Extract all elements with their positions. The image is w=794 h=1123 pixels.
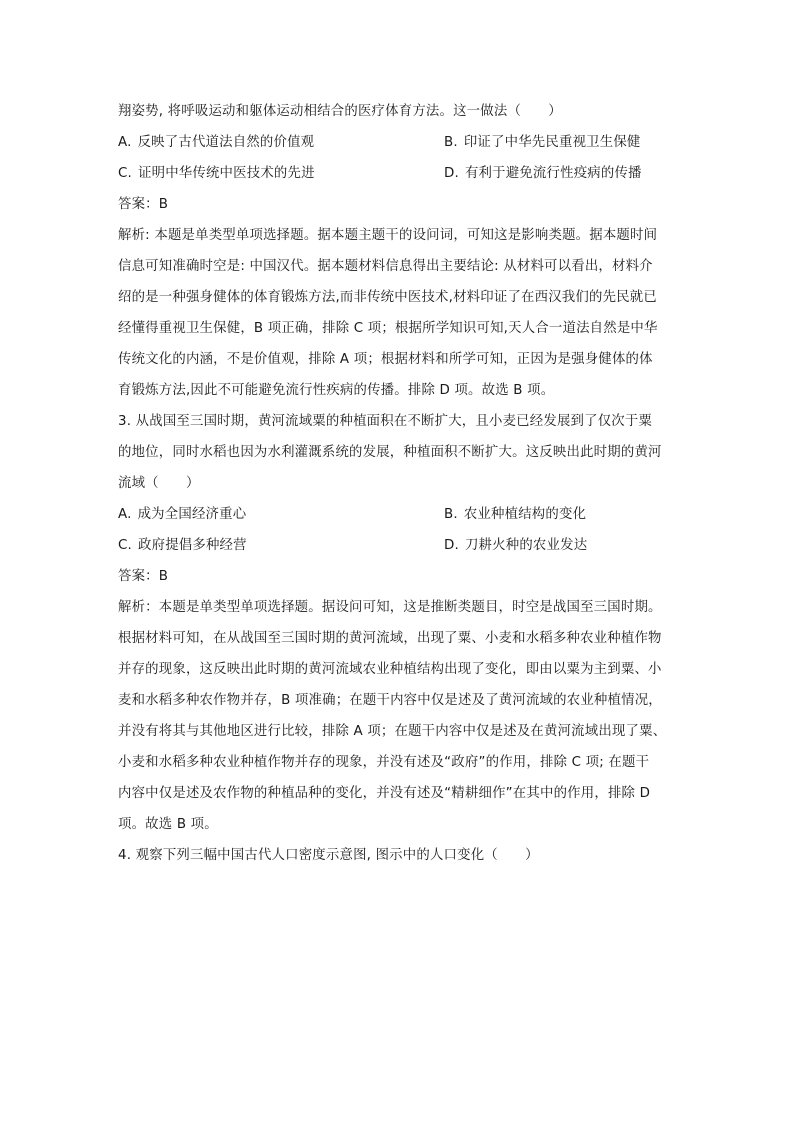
q3-analysis-line: 并没有将其与其他地区进行比较，排除 A 项；在题干内容中仅是述及在黄河流域出现了粟、 xyxy=(118,724,667,739)
q2-stem-tail: 翔姿势, 将呼吸运动和躯体运动相结合的医疗体育方法。这一做法（ ） xyxy=(118,104,562,119)
q2-option-d-letter: D. xyxy=(444,166,459,181)
q3-option-a-letter: A. xyxy=(118,507,132,522)
q3-option-b-letter: B. xyxy=(444,507,458,522)
q2-options-row-2 xyxy=(118,158,678,189)
q3-analysis-line: 内容中仅是述及农作物的种植品种的变化，并没有述及“精耕细作”在其中的作用，排除 D xyxy=(118,786,651,801)
q2-analysis-line: 解析: 本题是单类型单项选择题。据本题主题干的设问词，可知这是影响类题。据本题时间 xyxy=(118,228,658,243)
q2-option-a-letter: A. xyxy=(118,135,132,150)
q3-analysis-line: 并存的现象，这反映出此时期的黄河流域农业种植结构出现了变化，即由以粟为主到粟、小 xyxy=(118,662,662,677)
q3-option-c-letter: C. xyxy=(118,538,133,553)
q2-answer: 答案：B xyxy=(118,197,169,212)
q2-analysis-line: 育锻炼方法,因此不可能避免流行性疾病的传播。排除 D 项。故选 B 项。 xyxy=(118,383,555,398)
q2-option-c-letter: C. xyxy=(118,166,133,181)
q2-option-b-letter: B. xyxy=(444,135,458,150)
q3-option-b-text: 农业种植结构的变化 xyxy=(463,507,587,522)
q2-analysis-line: 信息可知准确时空是: 中国汉代。据本题材料信息得出主要结论: 从材料可以看出，材料介 xyxy=(118,259,653,274)
q2-option-d-text: 有利于避免流行性疫病的传播 xyxy=(464,166,642,181)
q2-option-a-text: 反映了古代道法自然的价值观 xyxy=(137,135,315,150)
q3-option-b[interactable] xyxy=(444,499,586,530)
q2-option-b-text: 印证了中华先民重视卫生保健 xyxy=(463,135,641,150)
q2-option-b[interactable] xyxy=(444,127,641,158)
q3-option-c-text: 政府提倡多种经营 xyxy=(138,538,247,553)
q3-option-a[interactable] xyxy=(118,499,444,530)
q2-option-c[interactable] xyxy=(118,158,444,189)
q2-analysis-line: 绍的是一种强身健体的体育锻炼方法,而非传统中医技术,材料印证了在西汉我们的先民就已 xyxy=(118,290,657,305)
q3-analysis-line: 小麦和水稻多种农业种植作物并存的现象，并没有述及“政府”的作用，排除 C 项; 在题干 xyxy=(118,755,650,770)
q3-option-d-letter: D. xyxy=(444,538,459,553)
q3-analysis-line: 根据材料可知，在从战国至三国时期的黄河流域，出现了粟、小麦和水稻多种农业种植作物 xyxy=(118,631,662,646)
q2-option-d[interactable] xyxy=(444,158,642,189)
q3-analysis-line: 项。故选 B 项。 xyxy=(118,817,218,832)
q3-option-d[interactable] xyxy=(444,530,587,561)
q3-option-d-text: 刀耕火种的农业发达 xyxy=(464,538,588,553)
document-content xyxy=(118,96,678,871)
q2-option-c-text: 证明中华传统中医技术的先进 xyxy=(138,166,315,181)
q2-analysis-line: 经懂得重视卫生保健，B 项正确，排除 C 项；根据所学知识可知,天人合一道法自然是中华 xyxy=(118,321,658,336)
q3-answer: 答案：B xyxy=(118,569,169,584)
q3-stem-line: 的地位，同时水稻也因为水利灌溉系统的发展，种植面积不断扩大。这反映出此时期的黄河 xyxy=(118,445,662,460)
q3-options-row-1 xyxy=(118,499,678,530)
q3-analysis-line: 麦和水稻多种农作物并存，B 项准确；在题干内容中仅是述及了黄河流域的农业种植情况， xyxy=(118,693,662,708)
q3-option-c[interactable] xyxy=(118,530,444,561)
q3-stem-line: 3. 从战国至三国时期，黄河流域粟的种植面积在不断扩大，且小麦已经发展到了仅次于粟 xyxy=(118,414,653,429)
q2-option-a[interactable] xyxy=(118,127,444,158)
q4-stem: 4. 观察下列三幅中国古代人口密度示意图, 图示中的人口变化（ ） xyxy=(118,848,539,863)
q3-option-a-text: 成为全国经济重心 xyxy=(137,507,247,522)
q2-analysis-line: 传统文化的内涵，不是价值观，排除 A 项；根据材料和所学可知，正因为是强身健体的体 xyxy=(118,352,653,367)
q3-analysis-line: 解析：本题是单类型单项选择题。据设问可知，这是推断类题目，时空是战国至三国时期。 xyxy=(118,600,662,615)
q2-options-row-1 xyxy=(118,127,678,158)
q3-options-row-2 xyxy=(118,530,678,561)
q3-stem-line: 流域（ ） xyxy=(118,476,200,491)
